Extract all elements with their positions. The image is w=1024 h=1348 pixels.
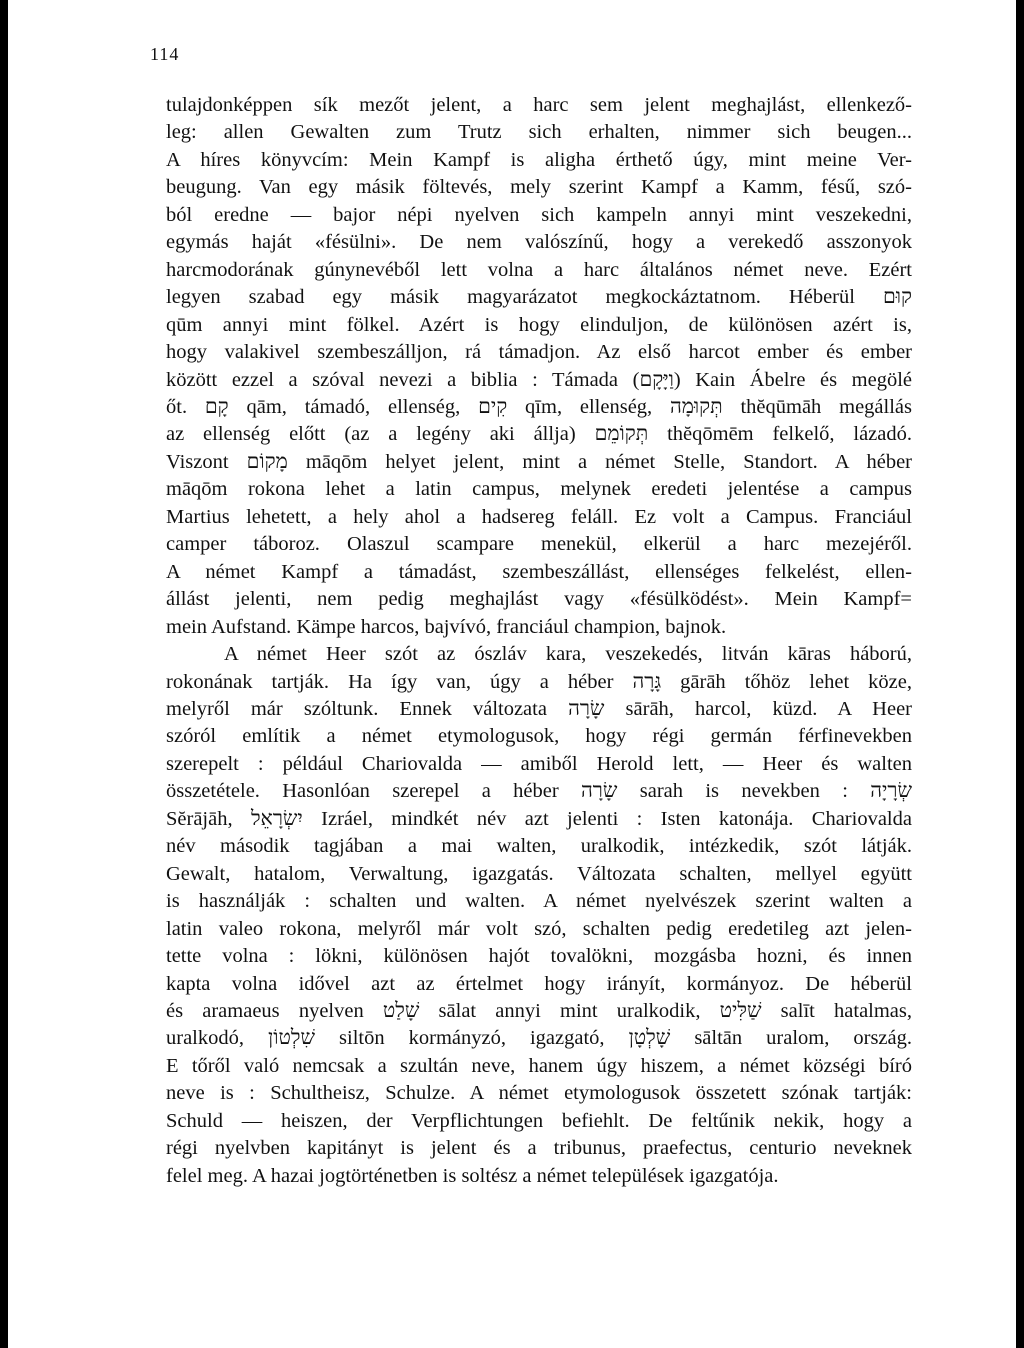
text-line: Martius lehetett, a hely ahol a hadsereg feláll. Ez volt a Campus. Franciául	[166, 505, 912, 528]
text-line: A német Kampf a támadást, szembeszállást, ellenséges felkelést, ellen-	[166, 560, 912, 583]
text-line: beugung. Van egy másik föltevés, mely szerint Kampf a Kamm, fésű, szó-	[166, 176, 912, 199]
text-line: tulajdonképpen sík mezőt jelent, a harc sem jelent meghajlást, ellenkező-	[166, 94, 912, 116]
text-line: az ellenség előtt (az a legény aki állja) תְּקוֹמֵם thĕqōmēm felkelő, lázadó.	[166, 423, 912, 446]
text-line: latin valeo rokona, melyről már volt szó, schalten pedig eredetileg azt jelen-	[166, 917, 912, 940]
text-line: őt. קָם qām, támadó, ellenség, קִים qīm, ellenség, תְּקוּמָה thĕqūmāh megállás	[166, 395, 912, 418]
paragraph-1	[166, 92, 912, 641]
text-line: māqōm rokona lehet a latin campus, melynek eredeti jelentése a campus	[166, 478, 912, 501]
text-line: kapta volna idővel azt az értelmet hogy irányít, kormányoz. De héberül	[166, 972, 912, 995]
book-page	[8, 0, 1016, 1348]
text-line: régi nyelvben kapitányt is jelent és a tribunus, praefectus, centurio neveknek	[166, 1137, 912, 1160]
text-line: melyről már szóltunk. Ennek változata שָׂרָה sārāh, harcol, küzd. A Heer	[166, 697, 912, 720]
text-line: is használják : schalten und walten. A német nyelvészek szerint walten a	[166, 890, 912, 913]
text-line: qūm annyi mint fölkel. Azért is hogy elinduljon, de különösen azért is,	[166, 313, 912, 336]
text-line: szóról említik a német etymologusok, hogy régi germán férfinevekben	[166, 725, 912, 748]
text-line: A híres könyvcím: Mein Kampf is aligha érthető úgy, mint meine Ver-	[166, 148, 912, 171]
text-line: leg: allen Gewalten zum Trutz sich erhalten, nimmer sich beugen...	[166, 121, 912, 144]
text-line: felel meg. A hazai jogtörténetben is soltész a német települések igazgatója.	[166, 1164, 779, 1187]
text-line: hogy valakivel szembeszálljon, rá támadjon. Az első harcot ember és ember	[166, 341, 912, 364]
text-line: között ezzel a szóval nevezi a biblia : Támada (וַיָּקָם) Kain Ábelre és megölé	[166, 368, 912, 391]
text-line: szerepelt : például Chariovalda — amiből Herold lett, — Heer és walten	[166, 752, 912, 775]
text-line: Viszont מָקוֹם māqōm helyet jelent, mint a német Stelle, Standort. A héber	[166, 450, 913, 473]
body-text	[166, 92, 912, 1190]
text-line: rokonának tartják. Ha így van, úgy a héber גָּרָה gārāh tőhöz lehet köze,	[166, 670, 912, 693]
page-number: 114	[150, 44, 180, 64]
text-line: név második tagjában a mai walten, uralkodik, intézkedik, szót látják.	[166, 835, 912, 858]
text-line: legyen szabad egy másik magyarázatot megkockáztatnom. Héberül קוּם	[166, 286, 912, 309]
text-line: camper táboroz. Olaszul scampare menekül, elkerül a harc mezejéről.	[166, 533, 912, 556]
text-line: Schuld — heiszen, der Verpflichtungen befiehlt. De feltűnik nekik, hogy a	[166, 1109, 912, 1132]
text-line: tette volna : lökni, különösen hajót tovalökni, mozgásba hozni, és innen	[166, 945, 912, 968]
text-line: állást jelenti, nem pedig meghajlást vagy «fésülködést». Mein Kampf=	[166, 588, 912, 611]
text-line: neve is : Schultheisz, Schulze. A német etymologusok összetett szónak tartják:	[166, 1082, 912, 1105]
text-line: egymás haját «fésülni». De nem valószínű, hogy a verekedő asszonyok	[166, 231, 912, 254]
text-line: Gewalt, hatalom, Verwaltung, igazgatás. Változata schalten, mellyel együtt	[166, 862, 912, 885]
paragraph-2	[166, 641, 912, 1190]
text-line: összetétele. Hasonlóan szerepel a héber שָׂרָה sarah is nevekben : שְׂרָיָה	[166, 780, 912, 803]
text-line: Sĕrājāh, יִשְׂרָאֵל Izráel, mindkét név azt jelenti : Isten katonája. Chariovalda	[166, 807, 912, 830]
text-line: ból eredne — bajor népi nyelven sich kampeln annyi mint veszekedni,	[166, 203, 912, 226]
text-line: uralkodó, שִׁלְטוֹן siltōn kormányzó, igazgató, שָׁלְטָן sāltān uralom, ország.	[166, 1027, 913, 1050]
text-line: mein Aufstand. Kämpe harcos, bajvívó, franciául champion, bajnok.	[166, 615, 727, 638]
text-line: A német Heer szót az ószláv kara, veszekedés, litván kāras háború,	[224, 643, 912, 666]
text-line: harcmodorának gúnynevéből lett volna a harc általános német neve. Ezért	[166, 258, 912, 281]
text-line: és aramaeus nyelven שָׁלַט sālat annyi mint uralkodik, שַׁלִּיט salīt hatalmas,	[166, 999, 913, 1022]
text-line: E tőről való nemcsak a szultán neve, hanem úgy hiszem, a német községi bíró	[166, 1054, 912, 1077]
